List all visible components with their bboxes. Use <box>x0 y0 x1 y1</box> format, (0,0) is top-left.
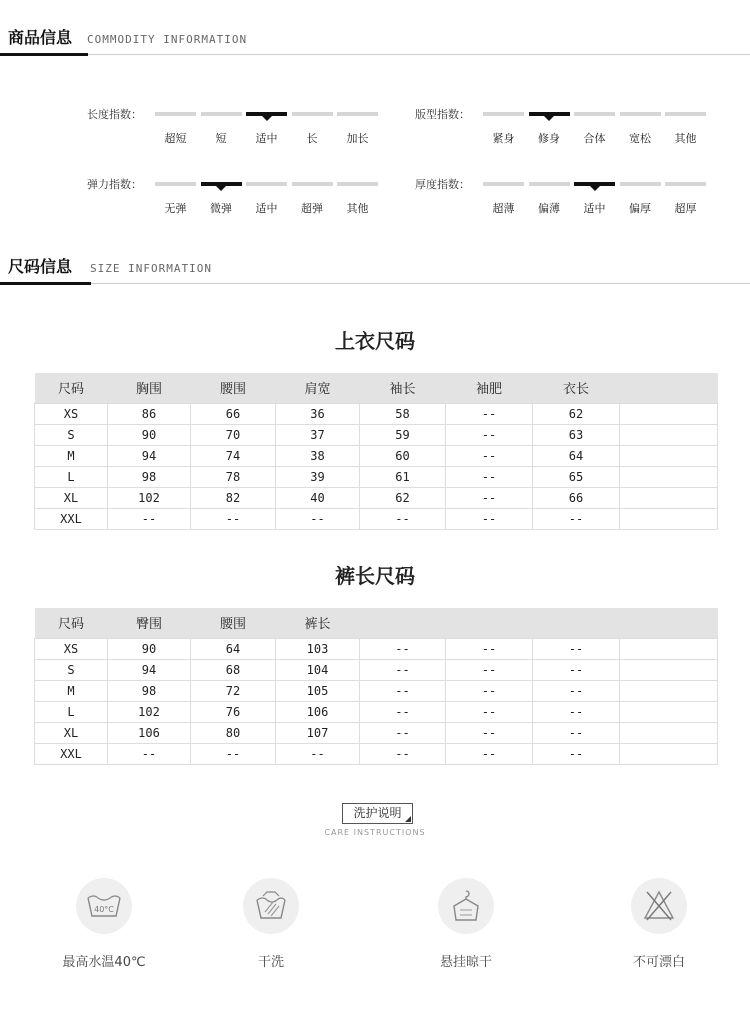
table-cell: -- <box>446 487 533 508</box>
table-cell: -- <box>108 508 191 529</box>
index-option: 超弹 <box>301 202 323 215</box>
index-option: 短 <box>215 132 227 145</box>
table-cell: 94 <box>108 445 191 466</box>
table-cell: 102 <box>108 701 191 722</box>
size-title-en: SIZE INFORMATION <box>90 262 212 275</box>
table-cell: -- <box>191 743 276 764</box>
care-instructions-label: 洗护说明 <box>353 806 402 820</box>
commodity-section-header <box>0 27 750 55</box>
table-cell <box>620 508 718 529</box>
table-cell: 106 <box>108 722 191 743</box>
pants-size-table-title: 裤长尺码 <box>335 564 415 588</box>
care-label-hang-dry: 悬挂晾干 <box>439 955 492 970</box>
size-title-cn: 尺码信息 <box>8 257 73 276</box>
table-cell: 76 <box>191 701 276 722</box>
index-segment <box>292 182 333 186</box>
table-cell: -- <box>191 508 276 529</box>
index-option: 修身 <box>538 132 560 145</box>
table-row <box>35 701 718 722</box>
table-header-row <box>35 373 718 403</box>
table-cell: -- <box>446 659 533 680</box>
table-cell <box>620 403 718 424</box>
table-header-cell <box>620 373 718 403</box>
index-segment <box>620 182 661 186</box>
table-header-cell <box>360 608 446 638</box>
index-segment <box>483 112 524 116</box>
table-cell: -- <box>446 508 533 529</box>
table-cell: S <box>35 424 108 445</box>
table-cell <box>620 743 718 764</box>
table-row <box>35 508 718 529</box>
table-cell: -- <box>276 508 360 529</box>
index-segment <box>665 182 706 186</box>
table-cell: 98 <box>108 680 191 701</box>
table-cell: -- <box>276 743 360 764</box>
care-item-dry-clean <box>211 878 331 970</box>
table-cell: 82 <box>191 487 276 508</box>
corner-triangle-icon <box>405 816 411 822</box>
index-option: 无弹 <box>164 202 187 215</box>
index-label: 厚度指数： <box>415 178 470 191</box>
dry-clean-icon <box>243 878 299 934</box>
table-cell: 62 <box>533 403 620 424</box>
table-cell <box>620 722 718 743</box>
table-cell: 98 <box>108 466 191 487</box>
index-option: 加长 <box>346 132 369 145</box>
table-cell: 102 <box>108 487 191 508</box>
index-option: 合体 <box>583 132 606 145</box>
table-cell: -- <box>533 680 620 701</box>
table-header-cell: 裤长 <box>276 608 360 638</box>
table-row <box>35 445 718 466</box>
care-instructions-button <box>342 803 413 824</box>
index-option: 超薄 <box>492 202 515 215</box>
table-cell: -- <box>360 659 446 680</box>
care-item-hang-dry <box>406 878 526 970</box>
index-option: 紧身 <box>492 132 515 145</box>
table-cell: 58 <box>360 403 446 424</box>
table-cell: 65 <box>533 466 620 487</box>
index-segment <box>155 112 196 116</box>
table-cell: 86 <box>108 403 191 424</box>
table-header-cell: 肩宽 <box>276 373 360 403</box>
index-segment <box>574 112 615 116</box>
care-item-no-bleach <box>599 878 719 970</box>
table-cell: -- <box>533 722 620 743</box>
table-cell: 63 <box>533 424 620 445</box>
table-cell: -- <box>360 680 446 701</box>
table-cell: -- <box>108 743 191 764</box>
table-cell <box>620 701 718 722</box>
index-option: 适中 <box>255 202 278 215</box>
table-cell: 80 <box>191 722 276 743</box>
table-cell: -- <box>446 638 533 659</box>
commodity-title-underline <box>0 53 88 56</box>
care-label-no-bleach: 不可漂白 <box>632 955 685 970</box>
wash-temp-text: 40°C <box>94 905 114 914</box>
table-cell <box>620 487 718 508</box>
table-cell: 94 <box>108 659 191 680</box>
index-segment <box>155 182 196 186</box>
table-cell: 66 <box>533 487 620 508</box>
index-segment <box>201 112 242 116</box>
table-cell: -- <box>533 743 620 764</box>
table-cell: 107 <box>276 722 360 743</box>
table-cell: 68 <box>191 659 276 680</box>
table-cell: 60 <box>360 445 446 466</box>
no-bleach-icon <box>631 878 687 934</box>
pants-size-table <box>34 608 718 765</box>
table-cell: XXL <box>35 743 108 764</box>
table-header-cell <box>533 608 620 638</box>
table-cell <box>620 659 718 680</box>
selected-marker-icon <box>544 116 554 121</box>
table-cell: -- <box>446 466 533 487</box>
index-segment <box>292 112 333 116</box>
index-option: 偏厚 <box>629 202 651 215</box>
table-header-cell: 尺码 <box>35 373 108 403</box>
selected-marker-icon <box>590 186 600 191</box>
table-cell: 37 <box>276 424 360 445</box>
table-cell <box>620 638 718 659</box>
index-segment <box>665 112 706 116</box>
table-row <box>35 466 718 487</box>
table-cell: 61 <box>360 466 446 487</box>
table-cell: 70 <box>191 424 276 445</box>
table-cell: -- <box>446 445 533 466</box>
index-segment <box>620 112 661 116</box>
index-option: 其他 <box>674 132 697 145</box>
index-option: 适中 <box>255 132 278 145</box>
table-cell: 64 <box>533 445 620 466</box>
table-cell: 105 <box>276 680 360 701</box>
table-header-cell: 袖肥 <box>446 373 533 403</box>
top-size-table-title: 上衣尺码 <box>335 329 415 353</box>
index-option: 微弹 <box>210 202 232 215</box>
table-cell: M <box>35 680 108 701</box>
table-cell: -- <box>360 508 446 529</box>
table-cell: 74 <box>191 445 276 466</box>
index-option: 适中 <box>583 202 606 215</box>
table-cell: -- <box>360 743 446 764</box>
index-option: 超厚 <box>674 202 697 215</box>
table-cell: M <box>35 445 108 466</box>
table-cell: XS <box>35 403 108 424</box>
table-row <box>35 743 718 764</box>
table-header-cell <box>620 608 718 638</box>
size-section-header <box>0 256 750 284</box>
table-cell: 90 <box>108 424 191 445</box>
table-cell: 38 <box>276 445 360 466</box>
table-header-row <box>35 608 718 638</box>
index-option: 宽松 <box>629 132 651 145</box>
care-instructions-subtitle: CARE INSTRUCTIONS <box>324 828 426 837</box>
commodity-title-cn: 商品信息 <box>8 28 73 47</box>
table-cell: -- <box>446 424 533 445</box>
table-cell: 72 <box>191 680 276 701</box>
table-cell: -- <box>533 638 620 659</box>
index-label: 版型指数： <box>415 108 470 121</box>
table-cell: -- <box>446 403 533 424</box>
table-cell: -- <box>533 508 620 529</box>
table-cell: 66 <box>191 403 276 424</box>
care-item-wash <box>44 878 164 970</box>
table-cell: 78 <box>191 466 276 487</box>
table-header-cell: 衣长 <box>533 373 620 403</box>
top-size-table <box>34 373 718 530</box>
table-cell: 103 <box>276 638 360 659</box>
index-option: 超短 <box>164 132 187 145</box>
wash-40-icon <box>76 878 132 934</box>
table-cell: -- <box>533 659 620 680</box>
care-label-wash: 最高水温40℃ <box>62 955 146 970</box>
table-cell: -- <box>360 722 446 743</box>
index-label: 弹力指数： <box>87 178 142 191</box>
table-cell: -- <box>446 743 533 764</box>
index-segment <box>529 182 570 186</box>
selected-marker-icon <box>216 186 226 191</box>
table-cell: 59 <box>360 424 446 445</box>
table-row <box>35 638 718 659</box>
index-option: 长 <box>306 132 318 145</box>
table-cell: 64 <box>191 638 276 659</box>
table-cell: -- <box>360 701 446 722</box>
table-cell <box>620 680 718 701</box>
table-cell: -- <box>360 638 446 659</box>
index-segment <box>483 182 524 186</box>
table-cell: 106 <box>276 701 360 722</box>
table-row <box>35 424 718 445</box>
table-cell <box>620 424 718 445</box>
table-row <box>35 403 718 424</box>
hang-dry-icon <box>438 878 494 934</box>
table-cell: XL <box>35 487 108 508</box>
table-header-cell: 腰围 <box>191 373 276 403</box>
table-cell <box>620 466 718 487</box>
table-header-cell: 胸围 <box>108 373 191 403</box>
index-segment <box>246 182 287 186</box>
table-header-cell: 臀围 <box>108 608 191 638</box>
table-row <box>35 722 718 743</box>
table-cell: S <box>35 659 108 680</box>
table-cell: XL <box>35 722 108 743</box>
table-cell: -- <box>446 701 533 722</box>
table-cell: -- <box>446 722 533 743</box>
table-cell: XXL <box>35 508 108 529</box>
size-title-underline <box>0 282 91 285</box>
selected-marker-icon <box>262 116 272 121</box>
table-cell: 36 <box>276 403 360 424</box>
commodity-title-en: COMMODITY INFORMATION <box>87 33 248 46</box>
table-cell: L <box>35 466 108 487</box>
index-label: 长度指数： <box>87 108 142 121</box>
table-cell: 104 <box>276 659 360 680</box>
table-cell <box>620 445 718 466</box>
table-cell: XS <box>35 638 108 659</box>
table-cell: L <box>35 701 108 722</box>
table-row <box>35 487 718 508</box>
table-cell: 90 <box>108 638 191 659</box>
index-option: 偏薄 <box>538 202 560 215</box>
table-cell: 39 <box>276 466 360 487</box>
table-cell: -- <box>446 680 533 701</box>
table-row <box>35 680 718 701</box>
table-cell: 62 <box>360 487 446 508</box>
table-cell: 40 <box>276 487 360 508</box>
table-header-cell <box>446 608 533 638</box>
table-cell: -- <box>533 701 620 722</box>
table-header-cell: 袖长 <box>360 373 446 403</box>
index-option: 其他 <box>346 202 369 215</box>
table-header-cell: 腰围 <box>191 608 276 638</box>
table-row <box>35 659 718 680</box>
care-label-dry-clean: 干洗 <box>257 955 284 970</box>
table-header-cell: 尺码 <box>35 608 108 638</box>
